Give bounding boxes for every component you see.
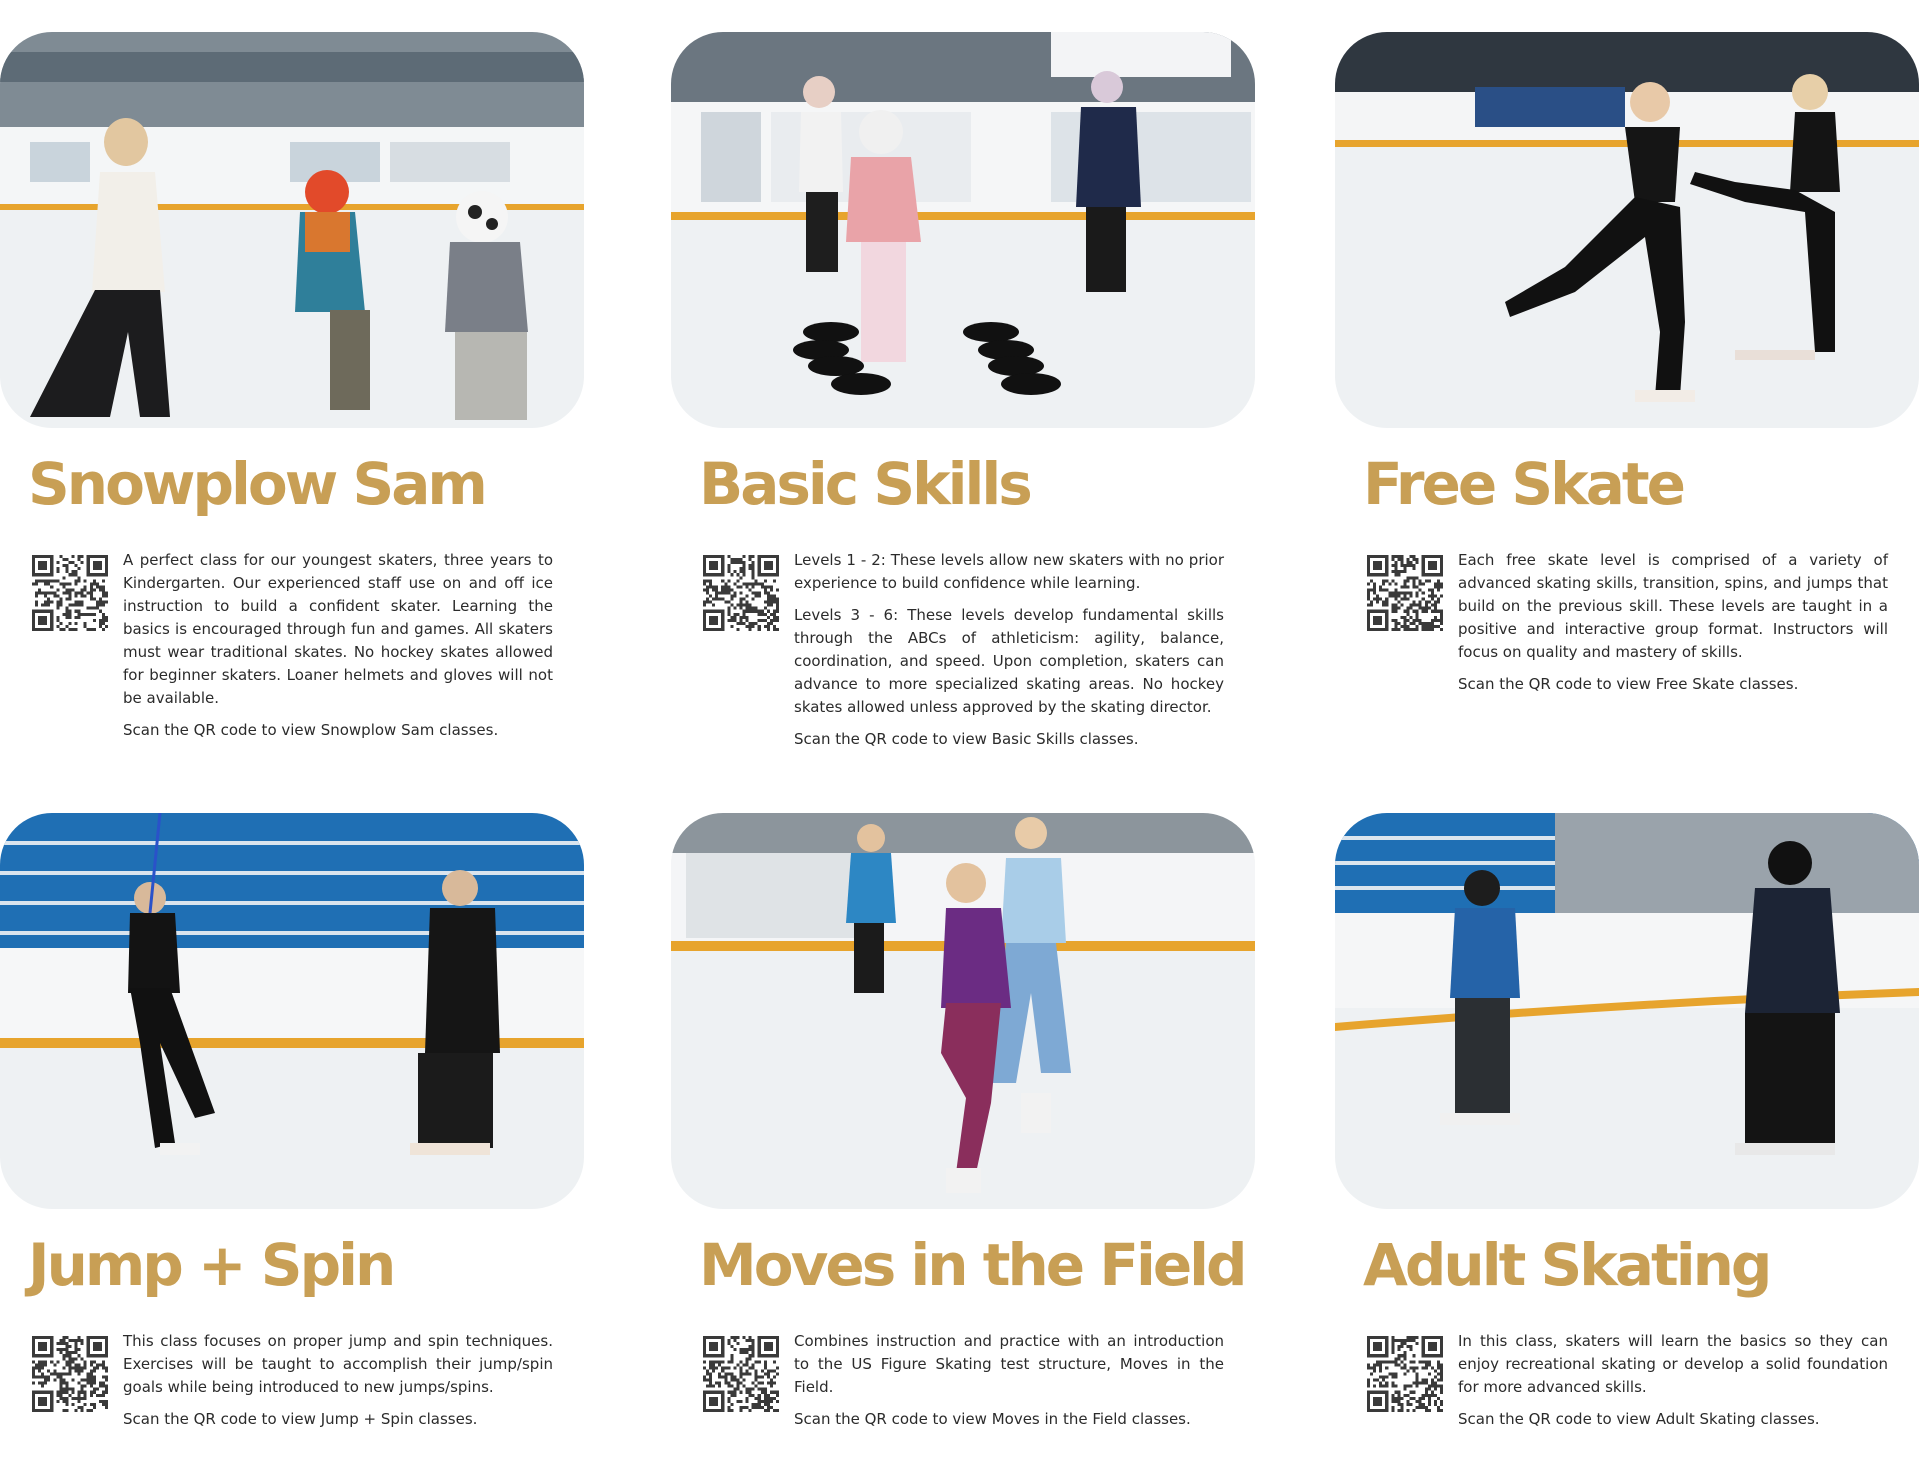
moves-in-the-field-photo xyxy=(671,813,1255,1209)
scan-instruction: Scan the QR code to view Free Skate classes. xyxy=(1458,675,1799,693)
class-description xyxy=(794,1330,1224,1440)
basic-skills-photo xyxy=(671,32,1255,428)
description-paragraph: Combines instruction and practice with an introduction to the US Figure Skating test structure, Moves in the Field. xyxy=(794,1332,1224,1396)
qr-code-icon[interactable] xyxy=(703,555,779,631)
scan-instruction: Scan the QR code to view Moves in the Field classes. xyxy=(794,1410,1191,1428)
qr-code-icon[interactable] xyxy=(1367,1336,1443,1412)
class-description xyxy=(1458,549,1888,705)
class-title: Jump + Spin xyxy=(28,1231,394,1299)
description-paragraph: In this class, skaters will learn the basics so they can enjoy recreational skating or develop a solid foundation for more advanced skills. xyxy=(1458,1332,1888,1396)
scan-instruction: Scan the QR code to view Basic Skills classes. xyxy=(794,730,1139,748)
adult-skating-photo xyxy=(1335,813,1919,1209)
class-card-moves-in-the-field xyxy=(671,813,1255,1428)
description-paragraph: A perfect class for our youngest skaters, three years to Kindergarten. Our experienced staff use on and off ice instruction to build a confident skater. Learning the basics is encouraged through fun and games. All skaters must wear traditional skates. No hockey skates allowed for beginner skaters. Loaner helmets and gloves will not be available. xyxy=(123,551,553,707)
class-title: Free Skate xyxy=(1363,450,1683,518)
class-card-snowplow-sam xyxy=(0,32,584,739)
class-description xyxy=(123,1330,553,1440)
snowplow-sam-photo xyxy=(0,32,584,428)
jump-spin-photo xyxy=(0,813,584,1209)
scan-instruction: Scan the QR code to view Adult Skating classes. xyxy=(1458,1410,1820,1428)
qr-code-icon[interactable] xyxy=(32,555,108,631)
class-title: Snowplow Sam xyxy=(28,450,485,518)
class-card-free-skate xyxy=(1335,32,1919,693)
class-description xyxy=(794,549,1224,760)
description-paragraph: Levels 3 - 6: These levels develop fundamental skills through the ABCs of athleticism: agility, balance, coordination, and speed. Upon completion, skaters can advance to more specialized skating areas. No hockey skates allowed unless approved by the skating director. xyxy=(794,606,1224,716)
class-description xyxy=(1458,1330,1888,1440)
qr-code-icon[interactable] xyxy=(703,1336,779,1412)
qr-code-icon[interactable] xyxy=(1367,555,1443,631)
description-paragraph: Each free skate level is comprised of a variety of advanced skating skills, transition, spins, and jumps that build on the previous skill. These levels are taught in a positive and interactive group format. Instructors will focus on quality and mastery of skills. xyxy=(1458,551,1888,661)
class-card-jump-spin xyxy=(0,813,584,1428)
class-title: Adult Skating xyxy=(1363,1231,1770,1299)
description-paragraph: This class focuses on proper jump and spin techniques. Exercises will be taught to accomplish their jump/spin goals while being introduced to new jumps/spins. xyxy=(123,1332,553,1396)
class-description xyxy=(123,549,553,751)
free-skate-photo xyxy=(1335,32,1919,428)
class-title: Moves in the Field xyxy=(699,1231,1245,1299)
scan-instruction: Scan the QR code to view Jump + Spin classes. xyxy=(123,1410,478,1428)
qr-code-icon[interactable] xyxy=(32,1336,108,1412)
class-card-adult-skating xyxy=(1335,813,1919,1428)
class-card-basic-skills xyxy=(671,32,1255,748)
class-title: Basic Skills xyxy=(699,450,1030,518)
description-paragraph: Levels 1 - 2: These levels allow new skaters with no prior experience to build confidence while learning. xyxy=(794,551,1224,592)
scan-instruction: Scan the QR code to view Snowplow Sam classes. xyxy=(123,721,499,739)
